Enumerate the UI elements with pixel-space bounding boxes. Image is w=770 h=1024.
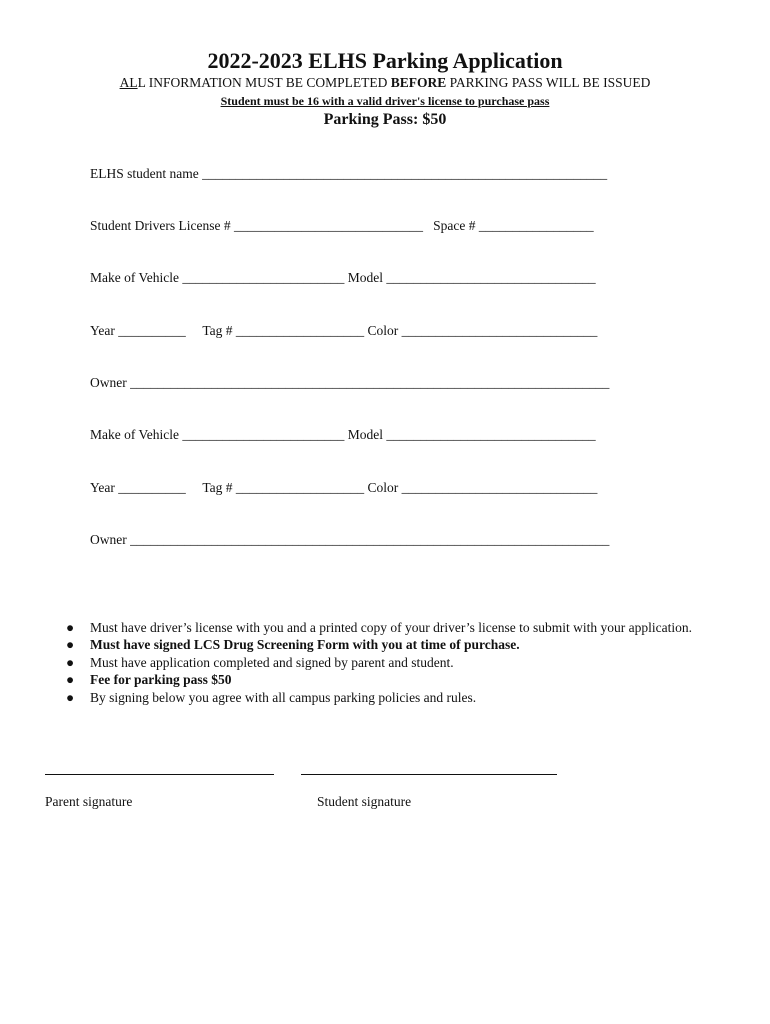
- bullet-icon: ●: [66, 672, 75, 688]
- vehicle2-owner-field[interactable]: Owner _______________________________________________________________________: [90, 532, 610, 547]
- list-item-text: Must have signed LCS Drug Screening Form with you at time of purchase.: [90, 637, 520, 653]
- notice-text-1: L INFORMATION MUST BE COMPLETED: [137, 75, 391, 90]
- parking-pass-price: Parking Pass: $50: [323, 111, 447, 128]
- list-item-text: Must have application completed and signed by parent and student.: [90, 654, 454, 670]
- vehicle2-make-model-field[interactable]: Make of Vehicle ________________________ Model _______________________________: [90, 427, 596, 442]
- notice-underlined-text: AL: [119, 75, 138, 90]
- parent-signature-label: Parent signature: [45, 794, 133, 809]
- notice-bold-text: BEFORE: [390, 75, 447, 90]
- license-space-field[interactable]: Student Drivers License # ____________________________ Space # _________________: [90, 218, 594, 233]
- list-item: [66, 671, 756, 688]
- vehicle1-owner-field[interactable]: Owner _______________________________________________________________________: [90, 375, 610, 390]
- list-item-text: Fee for parking pass $50: [90, 672, 232, 688]
- list-item: [66, 689, 756, 706]
- list-item-text: Must have driver’s license with you and a printed copy of your driver’s license to submit with your application.: [90, 620, 692, 635]
- student-signature-line[interactable]: [301, 774, 557, 775]
- list-item: [66, 619, 756, 636]
- vehicle2-year-tag-color-field[interactable]: Year __________ Tag # ___________________ Color _____________________________: [90, 480, 598, 495]
- bullet-icon: ●: [66, 654, 75, 670]
- bullet-icon: ●: [66, 637, 75, 653]
- notice-text-2: PARKING PASS WILL BE ISSUED: [446, 75, 651, 90]
- requirements-list: [66, 619, 756, 706]
- vehicle1-make-model-field[interactable]: Make of Vehicle ________________________ Model _______________________________: [90, 270, 596, 285]
- list-item: [66, 654, 756, 671]
- student-name-field[interactable]: ELHS student name ____________________________________________________________: [90, 166, 608, 181]
- completion-notice: [0, 75, 770, 91]
- list-item-text: By signing below you agree with all campus parking policies and rules.: [90, 689, 477, 705]
- parent-signature-line[interactable]: [45, 774, 274, 775]
- bullet-icon: ●: [66, 689, 75, 705]
- page-title: 2022-2023 ELHS Parking Application: [207, 48, 563, 73]
- vehicle1-year-tag-color-field[interactable]: Year __________ Tag # ___________________ Color _____________________________: [90, 323, 598, 338]
- license-requirement: Student must be 16 with a valid driver's license to purchase pass: [220, 94, 550, 108]
- bullet-icon: ●: [66, 620, 75, 635]
- student-signature-label: Student signature: [317, 794, 412, 809]
- list-item: [66, 636, 756, 653]
